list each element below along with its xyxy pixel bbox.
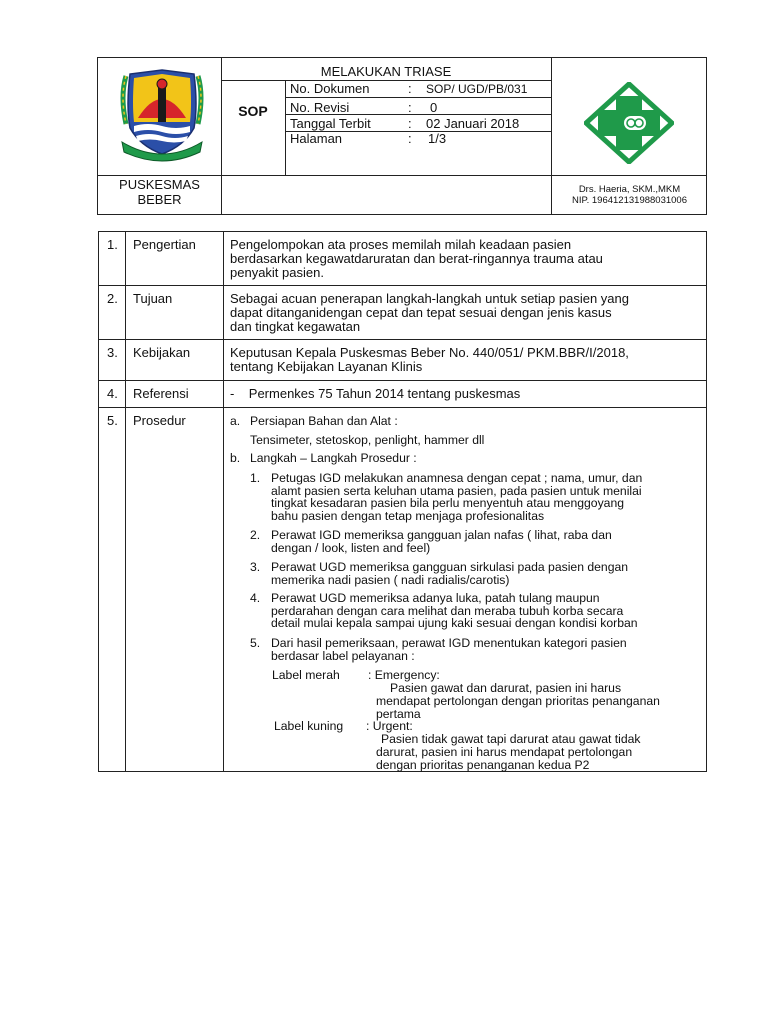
text-line: berdasarkan kegawatdaruratan dan berat-ringannya trauma atau (230, 251, 603, 266)
field-value-page: 1/3 (428, 131, 447, 146)
text-line: detail mulai kepala sampai ujung kaki sesuai dengan kondisi korban (271, 616, 638, 630)
text-line: dengan prioritas penanganan kedua P2 (376, 758, 590, 772)
step-number: 5. (250, 636, 261, 650)
text-line: dengan / look, listen and feel) (271, 540, 431, 555)
section-title-prosedur: Prosedur (133, 413, 186, 428)
document-title: MELAKUKAN TRIASE (320, 64, 452, 79)
org-name (98, 177, 221, 207)
section-number: 5. (107, 413, 118, 428)
text-line: memerika nadi pasien ( nadi radialis/carotis) (271, 572, 510, 587)
text-line: dan tingkat kegawatan (230, 319, 361, 334)
regional-emblem (118, 66, 206, 166)
field-separator: : (408, 131, 412, 146)
procedure-b-title: Langkah – Langkah Prosedur : (250, 451, 417, 465)
procedure-b-marker: b. (230, 451, 241, 465)
text-line: darurat, pasien ini harus mendapat pertolongan (376, 745, 633, 759)
step-1-text (271, 472, 642, 522)
text-line: Petugas IGD melakukan anamnesa dengan cepat ; nama, umur, dan (271, 471, 643, 485)
text-line: dapat ditanganidengan cepat dan tepat sesuai dengan jenis kasus (230, 305, 612, 320)
table-divider (125, 231, 126, 772)
field-value-issue-date: 02 Januari 2018 (426, 116, 520, 131)
label-name-red: Label merah (272, 668, 340, 682)
step-number: 1. (250, 471, 261, 485)
section-body-kebijakan (230, 346, 629, 374)
signatory (552, 184, 707, 206)
section-title-tujuan: Tujuan (133, 291, 173, 306)
field-label-revision: No. Revisi (290, 100, 350, 115)
header-divider (221, 80, 285, 81)
field-separator: : (408, 100, 412, 115)
field-value-revision: 0 (430, 100, 438, 115)
section-title-pengertian: Pengertian (133, 237, 196, 252)
header-divider (97, 175, 707, 176)
table-divider (223, 231, 224, 772)
regional-emblem-icon (118, 66, 206, 166)
signatory-nip: NIP. 196412131988031006 (572, 195, 687, 206)
text-line: alamt pasien serta keluhan utama pasien, pada pasien untuk menilai (271, 483, 642, 498)
text-line: tentang Kebijakan Layanan Klinis (230, 359, 423, 374)
puskesmas-logo-icon (584, 82, 674, 164)
table-divider (98, 380, 707, 381)
step-4-text (271, 592, 638, 630)
field-label-page: Halaman (290, 131, 343, 146)
procedure-a-title: Persiapan Bahan dan Alat : (250, 414, 398, 428)
field-label-document-number: No. Dokumen (290, 81, 370, 96)
section-number: 2. (107, 291, 118, 306)
signatory-name: Drs. Haeria, SKM.,MKM (578, 184, 681, 195)
section-number: 1. (107, 237, 118, 252)
procedure-a-items: Tensimeter, stetoskop, penlight, hammer dll (250, 433, 485, 447)
step-3-text (271, 561, 628, 586)
table-divider (98, 285, 707, 286)
step-2-text (271, 529, 612, 554)
text-line: berdasar label pelayanan : (271, 648, 415, 663)
org-name-line2: BEBER (137, 192, 182, 207)
step-number: 4. (250, 591, 261, 605)
sop-label: SOP (238, 103, 268, 119)
text-line: perdarahan dengan cara melihat dan meraba tubuh korba secara (271, 603, 624, 618)
section-title-referensi: Referensi (133, 386, 189, 401)
text-line: tingkat kesadaran pasien bila perlu menyentuh atau menggoyang (271, 496, 625, 510)
section-number: 3. (107, 345, 118, 360)
section-number: 4. (107, 386, 118, 401)
field-label-issue-date: Tanggal Terbit (290, 116, 371, 131)
table-divider (98, 407, 707, 408)
text-line: pertama (376, 707, 421, 721)
step-5-text (271, 637, 627, 662)
field-value-document-number: SOP/ UGD/PB/031 (426, 82, 528, 96)
text-line: Keputusan Kepala Puskesmas Beber No. 440/051/ PKM.BBR/I/2018, (230, 345, 629, 360)
field-separator: : (408, 81, 412, 96)
procedure-a-marker: a. (230, 414, 241, 428)
text-line: penyakit pasien. (230, 265, 324, 280)
text-line: Pengelompokan ata proses memilah milah keadaan pasien (230, 237, 572, 252)
header-divider (285, 80, 286, 175)
puskesmas-logo (584, 82, 674, 164)
label-name-yellow: Label kuning (274, 719, 344, 733)
text-line: Sebagai acuan penerapan langkah-langkah untuk setiap pasien yang (230, 291, 629, 306)
section-title-kebijakan: Kebijakan (133, 345, 191, 360)
text-line: Perawat UGD memeriksa gangguan sirkulasi pada pasien dengan (271, 560, 629, 574)
section-body-referensi: - Permenkes 75 Tahun 2014 tentang puskesmas (230, 386, 521, 401)
text-line: Pasien gawat dan darurat, pasien ini harus (390, 681, 622, 695)
text-line: Dari hasil pemeriksaan, perawat IGD menentukan kategori pasien (271, 636, 627, 650)
text-line: Perawat IGD memeriksa gangguan jalan nafas ( lihat, raba dan (271, 528, 612, 542)
text-line: Perawat UGD memeriksa adanya luka, patah tulang maupun (271, 591, 600, 605)
field-separator: : (408, 116, 412, 131)
label-category-yellow: : Urgent: (366, 719, 413, 733)
header-divider (285, 97, 551, 98)
section-body-pengertian (230, 238, 603, 280)
org-name-line1: PUSKESMAS (119, 177, 200, 192)
table-divider (98, 339, 707, 340)
section-body-tujuan (230, 292, 629, 334)
text-line: bahu pasien dengan tetap menjaga profesionalitas (271, 508, 545, 523)
step-number: 2. (250, 528, 261, 542)
text-line: Pasien tidak gawat tapi darurat atau gawat tidak (381, 732, 641, 746)
label-category-red: : Emergency: (368, 668, 440, 682)
text-line: mendapat pertolongan dengan prioritas penanganan (376, 694, 660, 708)
step-number: 3. (250, 560, 261, 574)
